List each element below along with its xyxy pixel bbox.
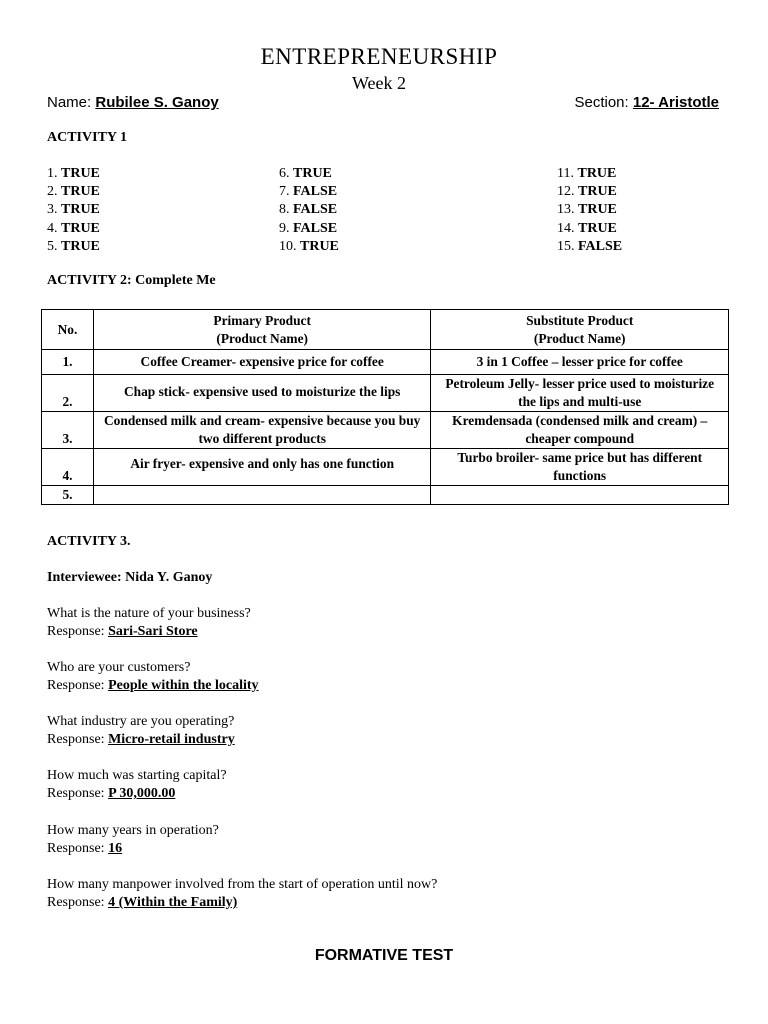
row-number: 2.	[42, 375, 94, 412]
primary-product: Air fryer- expensive and only has one function	[93, 449, 430, 486]
table-row	[42, 449, 729, 486]
answer-item: 11. TRUE	[557, 166, 617, 181]
answer-item: 8. FALSE	[279, 202, 338, 218]
student-name: Rubilee S. Ganoy	[95, 94, 219, 111]
row-number: 4.	[42, 449, 94, 486]
substitute-product: Petroleum Jelly- lesser price used to moisturize the lips and multi-use	[431, 375, 729, 412]
substitute-product	[431, 486, 729, 505]
activity3-heading: ACTIVITY 3.	[47, 534, 131, 549]
interview-response: 4 (Within the Family)	[108, 895, 238, 910]
row-number: 1.	[42, 350, 94, 375]
interview-item	[47, 713, 235, 749]
primary-product: Coffee Creamer- expensive price for coffee	[93, 350, 430, 375]
answer-column-2	[279, 165, 339, 256]
section-row	[574, 94, 719, 111]
answer-item: 5. TRUE	[47, 238, 100, 254]
answer-item: 9. FALSE	[279, 220, 338, 236]
table-row	[42, 375, 729, 412]
interview-item	[47, 605, 251, 641]
answer-item: 7. FALSE	[279, 184, 338, 200]
document-title: ENTREPRENEURSHIP	[260, 44, 498, 69]
answer-item: 1. TRUE	[47, 166, 100, 181]
response-label: Response:	[47, 624, 109, 639]
interview-question: Who are your customers?	[47, 660, 191, 675]
interview-question: How many manpower involved from the start of operation until now?	[47, 877, 438, 892]
interview-item	[47, 767, 227, 803]
activity1-heading: ACTIVITY 1	[47, 130, 127, 145]
answer-item: 4. TRUE	[47, 220, 100, 236]
response-label: Response:	[47, 841, 109, 856]
header-primary: Primary Product (Product Name)	[93, 310, 430, 350]
response-label: Response:	[47, 678, 109, 693]
interviewee-line: Interviewee: Nida Y. Ganoy	[47, 570, 213, 585]
primary-product: Chap stick- expensive used to moisturize the lips	[93, 375, 430, 412]
product-table	[41, 309, 729, 505]
primary-product: Condensed milk and cream- expensive because you buy two different products	[93, 412, 430, 449]
answer-item: 10. TRUE	[279, 238, 339, 254]
header-substitute: Substitute Product (Product Name)	[431, 310, 729, 350]
answer-item: 12. TRUE	[557, 184, 617, 200]
interview-question: How many years in operation?	[47, 823, 219, 838]
interview-question: What industry are you operating?	[47, 714, 235, 729]
answer-item: 6. TRUE	[279, 166, 332, 181]
table-row	[42, 486, 729, 505]
activity2-heading: ACTIVITY 2: Complete Me	[47, 273, 216, 288]
section-label: Section:	[574, 94, 633, 111]
interview-response: Micro-retail industry	[108, 732, 235, 747]
header-no: No.	[42, 310, 94, 350]
answer-item: 15. FALSE	[557, 238, 623, 254]
interview-item	[47, 822, 219, 858]
interview-question: How much was starting capital?	[47, 768, 227, 783]
answer-item: 13. TRUE	[557, 202, 617, 218]
answer-column-1	[47, 165, 100, 256]
primary-product	[93, 486, 430, 505]
answer-item: 14. TRUE	[557, 220, 617, 236]
interview-question: What is the nature of your business?	[47, 606, 251, 621]
answer-item: 2. TRUE	[47, 184, 100, 200]
interview-response: 16	[108, 841, 123, 856]
section-value: 12- Aristotle	[632, 94, 719, 111]
interview-response: People within the locality	[108, 678, 259, 693]
response-label: Response:	[47, 895, 109, 910]
interview-item	[47, 876, 437, 912]
name-label: Name:	[47, 94, 96, 111]
table-row	[42, 350, 729, 375]
table-header-row	[42, 310, 729, 350]
row-number: 5.	[42, 486, 94, 505]
interview-item	[47, 659, 259, 695]
activity1-answers	[47, 165, 747, 257]
week-label: Week 2	[351, 73, 407, 93]
response-label: Response:	[47, 732, 109, 747]
substitute-product: Kremdensada (condensed milk and cream) – cheaper compound	[431, 412, 729, 449]
row-number: 3.	[42, 412, 94, 449]
student-name-row	[47, 94, 219, 111]
table-row	[42, 412, 729, 449]
substitute-product: 3 in 1 Coffee – lesser price for coffee	[431, 350, 729, 375]
formative-test-heading: FORMATIVE TEST	[314, 947, 454, 964]
substitute-product: Turbo broiler- same price but has different functions	[431, 449, 729, 486]
answer-item: 3. TRUE	[47, 202, 100, 218]
response-label: Response:	[47, 786, 109, 801]
answer-column-3	[557, 165, 622, 256]
interview-response: P 30,000.00	[108, 786, 176, 801]
interview-response: Sari-Sari Store	[108, 624, 198, 639]
